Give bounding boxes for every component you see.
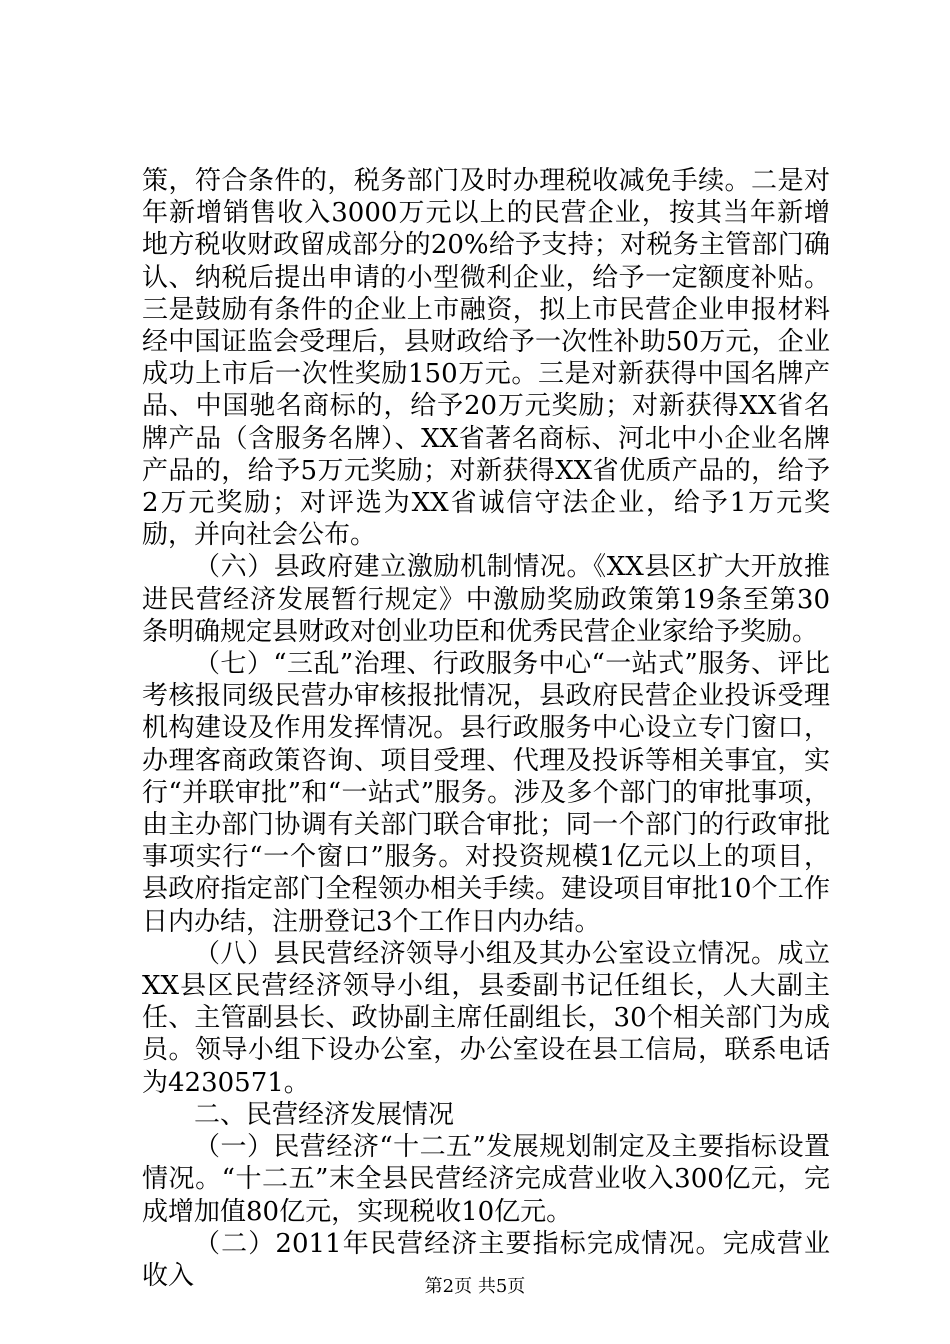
paragraph-5: （一）民营经济“十二五”发展规划制定及主要指标设置情况。“十二五”末全县民营经济完成营业收入300亿元，完成增加值80亿元，实现税收10亿元。 [142, 1132, 830, 1227]
paragraph-1: 策，符合条件的，税务部门及时办理税收减免手续。二是对年新增销售收入3000万元以上的民营企业，按其当年新增地方税收财政留成部分的20%给予支持；对税务主管部门确认、纳税后提出申请的小型微利企业，给予一定额度补贴。三是鼓励有条件的企业上市融资，拟上市民营企业申报材料经中国证监会受理后，县财政给予一次性补助50万元，企业成功上市后一次性奖励150万元。三是对新获得中国名牌产品、中国驰名商标的，给予20万元奖励；对新获得XX省名牌产品（含服务名牌）、XX省著名商标、河北中小企业名牌产品的，给予5万元奖励；对新获得XX省优质产品的，给予2万元奖励；对评选为XX省诚信守法企业，给予1万元奖励，并向社会公布。 [142, 166, 830, 551]
document-body [142, 165, 830, 1292]
paragraph-2: （六）县政府建立激励机制情况。《XX县区扩大开放推进民营经济发展暂行规定》中激励奖励政策第19条至第30条明确规定县财政对创业功臣和优秀民营企业家给予奖励。 [142, 552, 830, 647]
section-heading: 二、民营经济发展情况 [194, 1099, 455, 1130]
paragraph-6: （二）2011年民营经济主要指标完成情况。完成营业收入 [142, 1228, 830, 1291]
page-number-footer: 第2页 共5页 [424, 1276, 526, 1297]
paragraph-3: （七）“三乱”治理、行政服务中心“一站式”服务、评比考核报同级民营办审核报批情况，县政府民营企业投诉受理机构建设及作用发挥情况。县行政服务中心设立专门窗口，办理客商政策咨询、项目受理、代理及投诉等相关事宜，实行“并联审批”和“一站式”服务。涉及多个部门的审批事项，由主办部门协调有关部门联合审批；同一个部门的行政审批事项实行“一个窗口”服务。对投资规模1亿元以上的项目，县政府指定部门全程领办相关手续。建设项目审批10个工作日内办结，注册登记3个工作日内办结。 [142, 649, 830, 937]
paragraph-4: （八）县民营经济领导小组及其办公室设立情况。成立XX县区民营经济领导小组，县委副书记任组长，人大副主任、主管副县长、政协副主席任副组长，30个相关部门为成员。领导小组下设办公室，办公室设在县工信局，联系电话为4230571。 [142, 938, 830, 1098]
